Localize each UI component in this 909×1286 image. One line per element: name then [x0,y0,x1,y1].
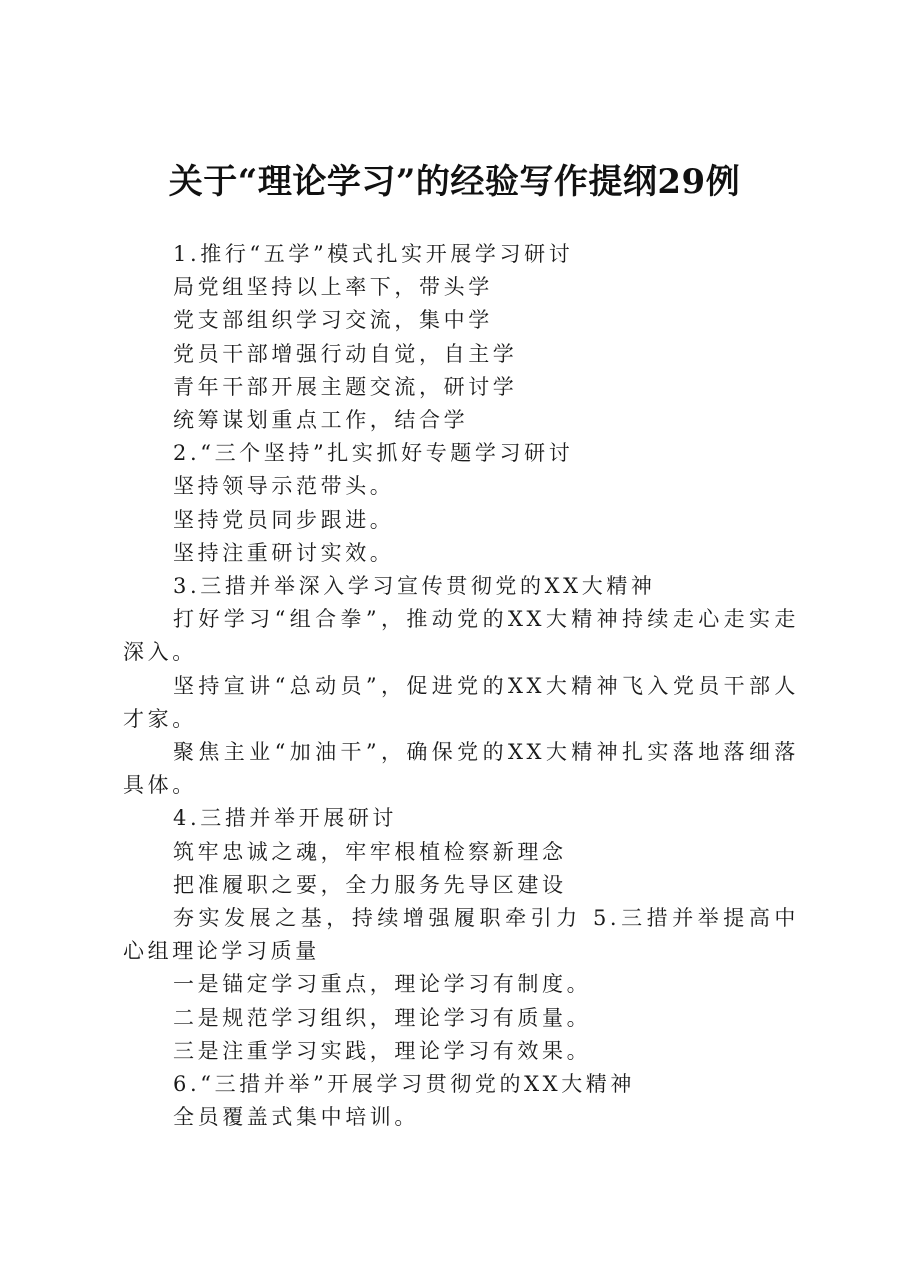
paragraph: 二是规范学习组织，理论学习有质量。 [173,1005,592,1030]
paragraph: 筑牢忠诚之魂，牢牢根植检察新理念 [173,839,567,864]
paragraph: 坚持领导示范带头。 [173,474,395,499]
paragraph: 一是锚定学习重点，理论学习有制度。 [173,972,592,997]
paragraph: 夯实发展之基，持续增强履职牵引力 5.三措并举提高中心组理论学习质量 [123,906,799,964]
paragraph: 2.“三个坚持”扎实抓好专题学习研讨 [173,441,574,466]
paragraph: 3.三措并举深入学习宣传贯彻党的XX大精神 [173,574,656,599]
paragraph: 聚焦主业“加油干”，确保党的XX大精神扎实落地落细落具体。 [123,740,799,798]
paragraph: 党员干部增强行动自觉，自主学 [173,341,518,366]
paragraph: 把准履职之要，全力服务先导区建设 [173,872,567,897]
paragraph: 局党组坚持以上率下，带头学 [173,275,493,300]
paragraph: 坚持宣讲“总动员”，促进党的XX大精神飞入党员干部人才家。 [123,673,799,731]
document-body [123,238,799,1134]
paragraph: 党支部组织学习交流，集中学 [173,308,493,333]
paragraph: 6.“三措并举”开展学习贯彻党的XX大精神 [173,1072,636,1097]
paragraph: 坚持党员同步跟进。 [173,507,395,532]
paragraph: 1.推行“五学”模式扎实开展学习研讨 [173,242,574,266]
paragraph: 4.三措并举开展研讨 [173,806,398,831]
paragraph: 统筹谋划重点工作，结合学 [173,408,469,433]
paragraph: 青年干部开展主题交流，研讨学 [173,374,518,399]
paragraph: 全员覆盖式集中培训。 [173,1105,419,1130]
paragraph: 打好学习“组合拳”，推动党的XX大精神持续走心走实走深入。 [123,607,799,665]
paragraph: 三是注重学习实践，理论学习有效果。 [173,1038,592,1063]
document-title: 关于“理论学习”的经验写作提纲29例 [168,162,741,202]
paragraph: 坚持注重研讨实效。 [173,540,395,565]
